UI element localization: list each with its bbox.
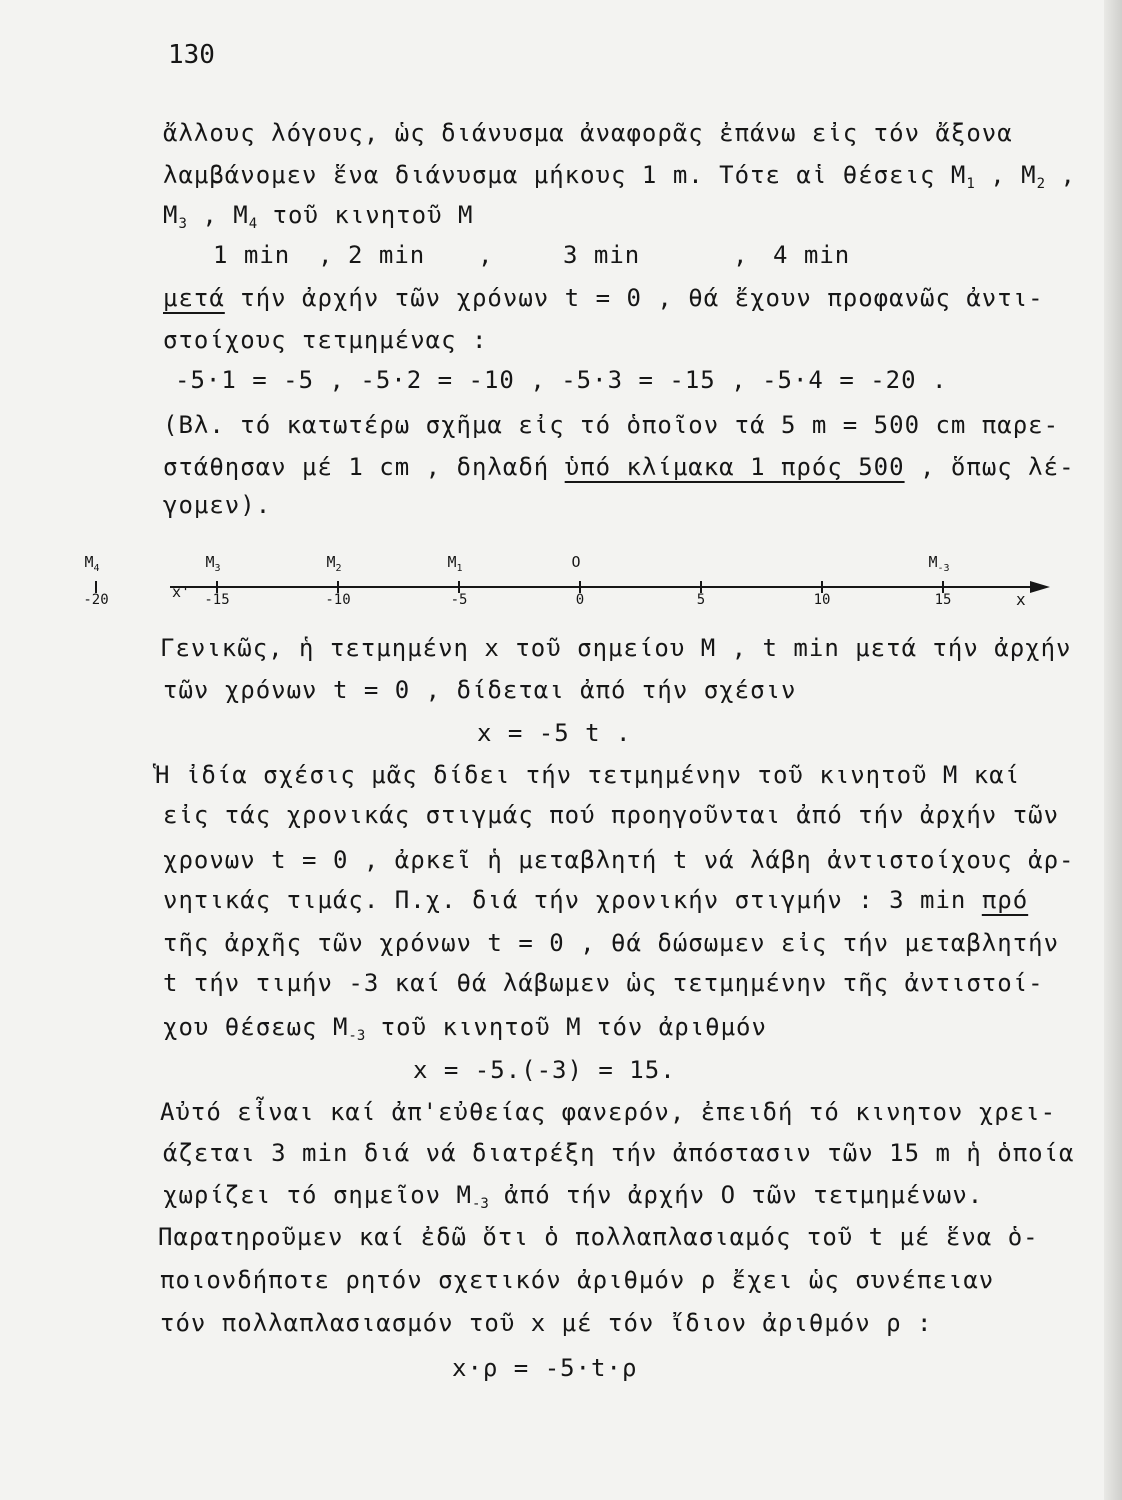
underlined-meta: μετά — [163, 284, 225, 312]
axis-tick-label: -5 — [450, 592, 468, 608]
equation-x-minus5t: x = -5 t . — [477, 719, 632, 747]
axis-tick-label: -20 — [83, 592, 109, 608]
axis-tick-label: 5 — [696, 592, 706, 608]
text-line-22: Αὐτό εἶναι καί ἀπ'εὐθείας φανερόν, ἐπειδή τό κινητον χρει- — [160, 1098, 1057, 1126]
time-values-line: 1 min , 2 min , 3 min , 4 min — [213, 241, 851, 269]
text-line-12: τῶν χρόνων t = 0 , δίδεται ἀπό τήν σχέσιν — [163, 676, 797, 704]
axis-point-label: $M_2$ — [326, 553, 342, 574]
page-number: 130 — [168, 40, 215, 70]
time-3min: 3 min — [563, 241, 641, 269]
text-line-6: στοίχους τετμημένας : — [163, 326, 488, 354]
text-line-27: τόν πολλαπλασιασμόν τοῦ x μέ τόν ἴδιον ἀριθμόν ρ : — [160, 1309, 933, 1337]
text-line-2: λαμβάνομεν ἕνα διάνυσμα μήκους 1 m. Τότε αἱ θέσεις $M_1$ , $M_2$ , — [163, 161, 1076, 192]
text-line-10: γομεν). — [163, 491, 272, 519]
text-line-1: ἄλλους λόγους, ὡς διάνυσμα ἀναφορᾶς ἐπάνω εἰς τόν ἄξονα — [163, 119, 1013, 147]
products-line: -5·1 = -5 , -5·2 = -10 , -5·3 = -15 , -5·4 = -20 . — [175, 366, 948, 394]
text-line-11: Γενικῶς, ἡ τετμημένη x τοῦ σημείου M , t min μετά τήν ἀρχήν — [160, 634, 1072, 662]
equation-x-rho: x·ρ = -5·t·ρ — [452, 1354, 638, 1382]
equation-x-15: x = -5.(-3) = 15. — [413, 1056, 676, 1084]
text-line-20: χου θέσεως $M_{-3}$ τοῦ κινητοῦ M τόν ἀριθμόν — [163, 1013, 767, 1044]
text-line-24: χωρίζει τό σημεῖον $M_{-3}$ ἀπό τήν ἀρχήν O τῶν τετμημένων. — [163, 1181, 984, 1212]
text-line-23: άζεται 3 min διά νά διατρέξη τήν ἀπόστασιν τῶν 15 m ἡ ὁποία — [163, 1139, 1075, 1167]
underlined-scale: ὑπό κλίμακα 1 πρός 500 — [564, 453, 905, 481]
page-edge — [1104, 0, 1122, 1500]
text-line-3: $M_3$ , $M_4$ τοῦ κινητοῦ M — [163, 201, 474, 232]
time-2min: 2 min — [348, 241, 426, 269]
axis-arrow-icon — [1030, 581, 1050, 593]
number-line-figure — [83, 545, 1060, 615]
text-line-15: εἰς τάς χρονικάς στιγμάς πού προηγοῦνται ἀπό τήν ἀρχήν τῶν — [163, 801, 1060, 829]
text-line-9: στάθησαν μέ 1 cm , δηλαδή ὑπό κλίμακα 1 πρός 500 , ὅπως λέ- — [163, 453, 1075, 481]
axis-tick-label: 0 — [575, 592, 585, 608]
axis-point-label: O — [571, 553, 581, 571]
text-line-14: Ἡ ἰδία σχέσις μᾶς δίδει τήν τετμημένην τοῦ κινητοῦ M καί — [155, 761, 1021, 789]
text-line-26: ποιονδήποτε ρητόν σχετικόν ἀριθμόν ρ ἔχει ὡς συνέπειαν — [160, 1266, 995, 1294]
time-4min: 4 min — [773, 241, 851, 269]
text-line-17: νητικάς τιμάς. Π.χ. διά τήν χρονικήν στιγμήν : 3 min πρό — [163, 886, 1029, 914]
axis-point-label: $M_1$ — [447, 553, 463, 574]
text-line-25: Παρατηροῦμεν καί ἐδῶ ὅτι ὁ πολλαπλασιαμός τοῦ t μέ ἕνα ὁ- — [158, 1223, 1039, 1251]
text-line-19: t τήν τιμήν -3 καί θά λάβωμεν ὡς τετμημένην τῆς ἀντιστοί- — [163, 969, 1044, 997]
axis-point-label: $M_4$ — [84, 553, 100, 574]
axis-tick-label: -10 — [325, 592, 351, 608]
axis-tick-label: -15 — [204, 592, 230, 608]
text-line-8: (Βλ. τό κατωτέρω σχῆμα εἰς τό ὁποῖον τά 5 m = 500 cm παρε- — [163, 411, 1060, 439]
text-line-16: χρονων t = 0 , ἀρκεῖ ἡ μεταβλητή t νά λάβη ἀντιστοίχους ἀρ- — [163, 846, 1075, 874]
axis-left-label: x' — [172, 583, 191, 601]
text-line-18: τῆς ἀρχῆς τῶν χρόνων t = 0 , θά δώσωμεν εἰς τήν μεταβλητήν — [163, 929, 1060, 957]
axis-point-label: $M_{-3}$ — [928, 553, 950, 574]
axis-right-label: x — [1016, 590, 1026, 609]
axis-tick-label: 10 — [813, 592, 831, 608]
axis-tick-label: 15 — [934, 592, 952, 608]
text-line-5: μετά τήν ἀρχήν τῶν χρόνων t = 0 , θά ἔχουν προφανῶς ἀντι- — [163, 284, 1044, 312]
time-1min: 1 min — [213, 241, 291, 269]
axis-point-label: $M_3$ — [205, 553, 221, 574]
underlined-pro: πρό — [981, 886, 1029, 914]
